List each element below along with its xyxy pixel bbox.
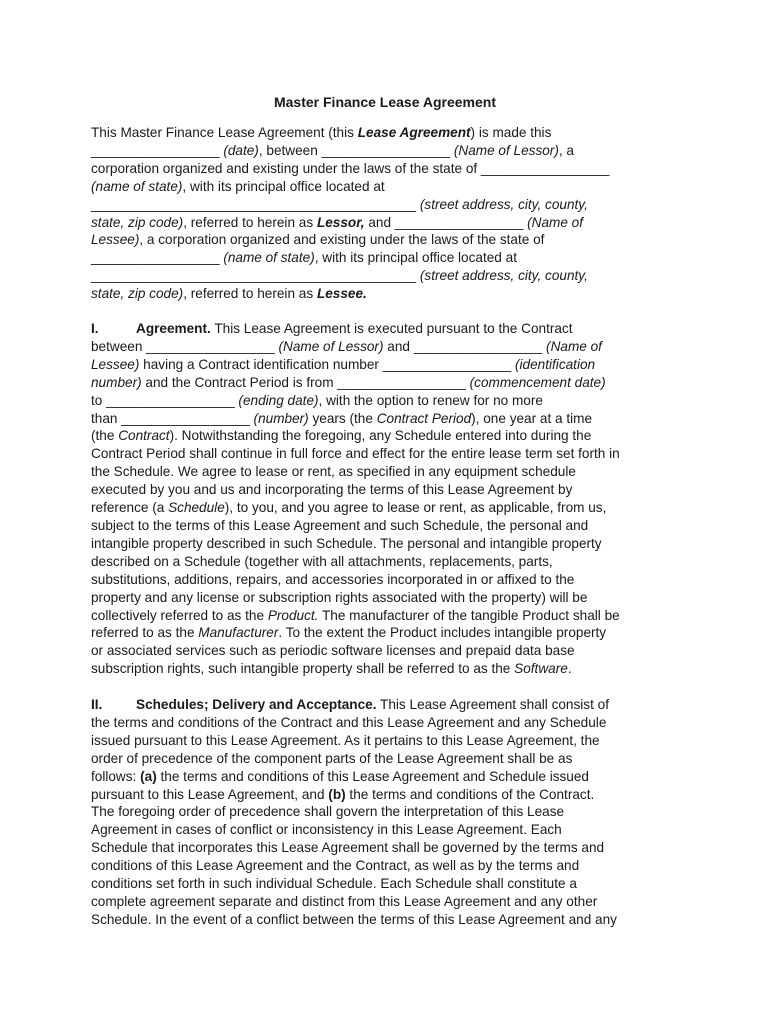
text-line <box>91 786 691 804</box>
intro-paragraph <box>91 124 691 303</box>
text-run: Lessor, <box>316 214 365 230</box>
text-run: _________________ <box>91 142 224 158</box>
text-run: property and any license or subscription rights associated with the property) will be <box>91 589 588 605</box>
text-run: Lease Agreement <box>357 125 471 140</box>
text-run: or associated services such as periodic software licenses and prepaid data base <box>91 643 575 659</box>
text-line <box>91 231 691 249</box>
text-line <box>91 338 691 356</box>
text-line <box>91 499 691 517</box>
text-run: , a <box>558 142 574 158</box>
text-line <box>91 196 691 214</box>
text-line <box>91 356 691 374</box>
text-run: ___________________________________________ <box>91 196 420 212</box>
text-run: (Name of <box>546 338 602 354</box>
text-line <box>91 553 691 571</box>
text-run: (identification <box>515 356 596 372</box>
text-line <box>91 517 691 535</box>
text-line <box>91 249 691 267</box>
text-line <box>91 660 691 678</box>
text-run: the terms and conditions of the Contract. <box>345 786 595 802</box>
text-run: conditions of this Lease Agreement and the Contract, as well as by the terms and <box>91 858 580 874</box>
text-run: This Master Finance Lease Agreement (this <box>91 125 358 140</box>
text-run: follows: <box>91 768 141 784</box>
text-run: The manufacturer of the tangible Product shall be <box>318 607 620 623</box>
text-run: between _________________ <box>91 338 279 354</box>
section-schedules <box>91 696 691 929</box>
text-run: Manufacturer <box>198 625 279 641</box>
text-line <box>91 142 691 160</box>
text-run: state, zip code) <box>91 214 184 230</box>
text-run: complete agreement separate and distinct from this Lease Agreement and any other <box>91 893 598 909</box>
text-line <box>91 732 691 750</box>
text-line <box>91 589 691 607</box>
text-line <box>91 893 691 911</box>
text-line <box>91 571 691 589</box>
text-run: Software <box>514 661 568 677</box>
text-run: state, zip code) <box>91 286 184 302</box>
document-title: Master Finance Lease Agreement <box>273 94 496 110</box>
text-run: to _________________ <box>91 392 239 408</box>
text-line <box>91 374 691 392</box>
text-run: the terms and conditions of the Contract and this Lease Agreement and any Schedule <box>91 714 607 730</box>
text-run: (street address, city, county, <box>419 196 588 212</box>
text-line <box>91 535 691 553</box>
text-run: and _________________ <box>383 338 547 354</box>
text-run: Contract Period shall continue in full force and effect for the entire lease term set forth in <box>91 446 620 462</box>
text-line <box>91 214 691 232</box>
text-run: (street address, city, county, <box>419 268 588 284</box>
text-line <box>91 875 691 893</box>
section-number: II. <box>91 697 103 712</box>
text-run: executed by you and us and incorporating the terms of this Lease Agreement by <box>91 482 573 498</box>
text-run: , referred to herein as <box>183 286 317 302</box>
text-run: ___________________________________________ <box>91 268 420 284</box>
text-run: Contract <box>118 428 170 444</box>
text-run: having a Contract identification number _________________ <box>139 356 515 372</box>
text-run: the terms and conditions of this Lease Agreement and Schedule issued <box>156 768 589 784</box>
section-heading: Agreement. <box>136 321 211 336</box>
text-line <box>91 714 691 732</box>
text-run: issued pursuant to this Lease Agreement. As it pertains to this Lease Agreement, the <box>91 732 600 748</box>
text-run: , between _________________ <box>258 142 454 158</box>
text-run: pursuant to this Lease Agreement, and <box>91 786 329 802</box>
text-run: (a) <box>140 768 157 784</box>
text-line <box>91 445 691 463</box>
text-run: (Name of Lessor) <box>278 338 384 354</box>
text-line <box>91 642 691 660</box>
text-line <box>91 178 691 196</box>
text-run: , a corporation organized and existing under the laws of the state of <box>139 232 545 248</box>
text-run: _________________ <box>91 250 224 266</box>
section-heading: Schedules; Delivery and Acceptance. <box>136 697 377 712</box>
text-run: Schedule <box>168 500 225 516</box>
text-line <box>91 320 691 338</box>
text-run: ). Notwithstanding the foregoing, any Schedule entered into during the <box>169 428 592 444</box>
text-run: (Name of Lessor) <box>453 142 559 158</box>
text-line <box>91 427 691 445</box>
text-run: This Lease Agreement is executed pursuant to the Contract <box>214 321 573 336</box>
text-run: number) <box>91 374 142 390</box>
text-run: the Schedule. We agree to lease or rent, as specified in any equipment schedule <box>91 464 576 480</box>
text-run: (date) <box>223 142 259 158</box>
text-run: Product. <box>267 607 319 623</box>
text-line <box>91 607 691 625</box>
text-run: , with the option to renew for no more <box>318 392 543 408</box>
text-line <box>91 624 691 642</box>
text-run: collectively referred to as the <box>91 607 268 623</box>
text-run: (Name of <box>527 214 583 230</box>
text-run: than _________________ <box>91 410 254 426</box>
text-run: . To the extent the Product includes intangible property <box>278 625 607 641</box>
text-line <box>91 160 691 178</box>
text-run: referred to as the <box>91 625 199 641</box>
text-run: (the <box>91 428 119 444</box>
text-line <box>91 463 691 481</box>
text-line <box>91 803 691 821</box>
text-run: ), one year at a time <box>471 410 593 426</box>
text-run: corporation organized and existing under the laws of the state of _________________ <box>91 160 610 176</box>
text-run: order of precedence of the component parts of the Lease Agreement shall be as <box>91 750 573 766</box>
text-line <box>91 750 691 768</box>
text-run: Schedule. In the event of a conflict between the terms of this Lease Agreement and any <box>91 911 617 927</box>
text-line <box>91 267 691 285</box>
text-run: Schedule that incorporates this Lease Agreement shall be governed by the terms and <box>91 840 605 856</box>
text-run: Lessee) <box>91 232 140 248</box>
section-agreement <box>91 320 691 678</box>
text-line <box>91 821 691 839</box>
text-run: The foregoing order of precedence shall govern the interpretation of this Lease <box>91 804 565 820</box>
text-line <box>91 392 691 410</box>
text-run: (commencement date) <box>469 374 606 390</box>
text-run: years (the <box>308 410 377 426</box>
text-run: (number) <box>253 410 309 426</box>
text-run: intangible property described in such Schedule. The personal and intangible property <box>91 535 602 551</box>
text-run: ) is made this <box>470 125 552 140</box>
text-run: reference (a <box>91 500 169 516</box>
text-line <box>91 410 691 428</box>
text-line <box>91 768 691 786</box>
section-number: I. <box>91 321 99 336</box>
text-run: (ending date) <box>238 392 319 408</box>
text-run: , with its principal office located at <box>182 178 385 194</box>
text-run: Lessee) <box>91 356 140 372</box>
text-run: ), to you, and you agree to lease or rent, as applicable, from us, <box>224 500 607 516</box>
text-line <box>91 911 691 929</box>
text-run: Lessee. <box>316 286 367 302</box>
text-run: This Lease Agreement shall consist of <box>380 697 609 712</box>
text-run: (b) <box>328 786 346 802</box>
text-run: described on a Schedule (together with all attachments, replacements, parts, <box>91 553 553 569</box>
text-run: and _________________ <box>364 214 528 230</box>
text-run: Agreement in cases of conflict or inconsistency in this Lease Agreement. Each <box>91 822 562 838</box>
text-line <box>91 839 691 857</box>
text-run: (name of state) <box>91 178 183 194</box>
text-line <box>91 124 691 142</box>
text-line <box>91 481 691 499</box>
text-run: , referred to herein as <box>183 214 317 230</box>
text-run: . <box>567 661 572 677</box>
text-run: conditions set forth in such individual Schedule. Each Schedule shall constitute a <box>91 876 577 892</box>
text-run: subscription rights, such intangible property shall be referred to as the <box>91 661 515 677</box>
text-line <box>91 285 691 303</box>
text-run: subject to the terms of this Lease Agreement and such Schedule, the personal and <box>91 517 589 533</box>
text-line <box>91 696 691 714</box>
text-run: Contract Period <box>376 410 472 426</box>
text-run: and the Contract Period is from _________________ <box>141 374 470 390</box>
text-run: , with its principal office located at <box>314 250 517 266</box>
text-line <box>91 857 691 875</box>
text-run: substitutions, additions, repairs, and accessories incorporated in or affixed to the <box>91 571 575 587</box>
text-run: (name of state) <box>223 250 315 266</box>
